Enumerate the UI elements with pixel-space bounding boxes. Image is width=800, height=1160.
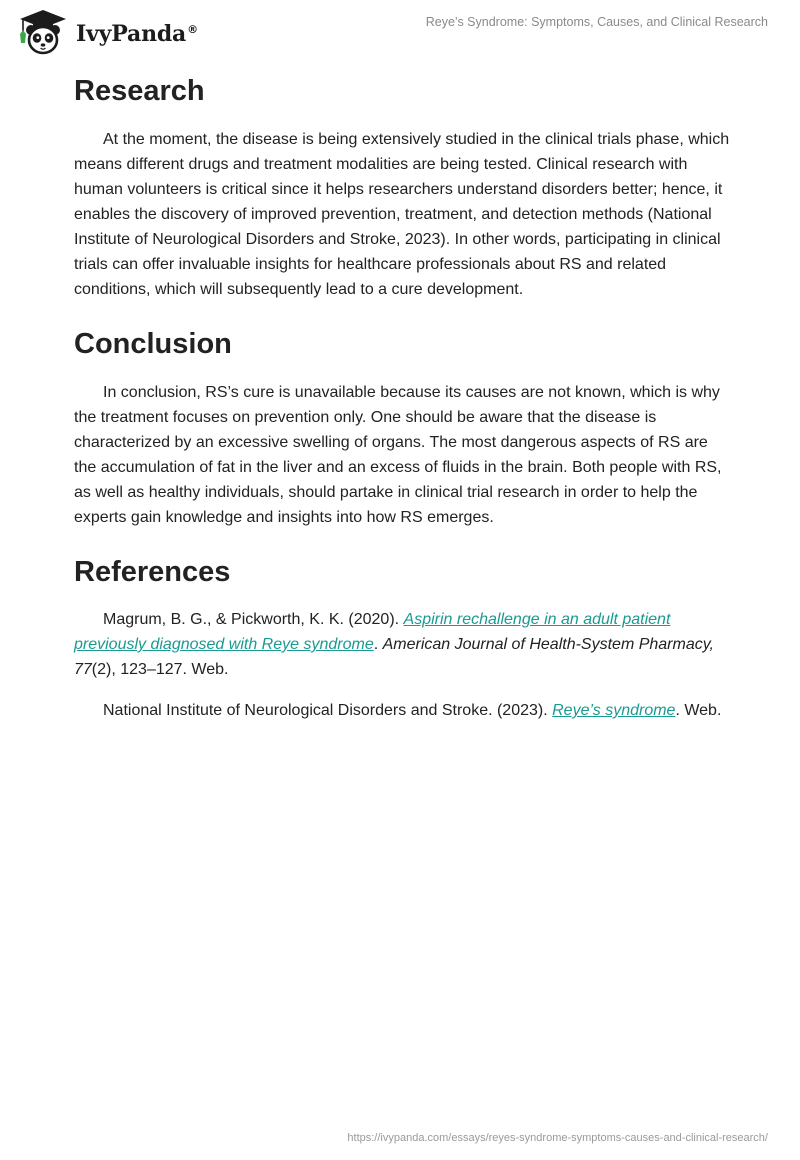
references-section: [74, 553, 734, 723]
essay-content: [74, 72, 734, 723]
reference-tail: . Web.: [675, 702, 722, 719]
panda-graduate-icon: [14, 8, 72, 56]
research-paragraph: At the moment, the disease is being extensively studied in the clinical trials phase, which means different drugs and treatment modalities are being tested. Clinical research with human volunteers is critical since it helps researchers understand disorders better; hence, it enables the discovery of improved prevention, treatment, and detection methods (National Institute of Neurological Disorders and Stroke, 2023). In other words, participating in clinical trials can offer invaluable insights for healthcare professionals about RS and related conditions, which will subsequently lead to a cure development.: [74, 131, 730, 298]
ivypanda-logo[interactable]: [14, 8, 198, 56]
reference-item: [74, 698, 734, 723]
reference-item: [74, 607, 734, 682]
reference-authors: Magrum, B. G., & Pickworth, K. K. (2020).: [103, 611, 404, 628]
reference-link-aspirin-rechallenge[interactable]: Aspirin rechallenge in an adult patient previously diagnosed with Reye syndrome: [74, 611, 671, 653]
research-heading: Research: [74, 75, 205, 107]
reference-authors: National Institute of Neurological Disorders and Stroke. (2023).: [103, 702, 553, 719]
conclusion-heading: Conclusion: [74, 328, 232, 360]
research-section: [74, 72, 734, 302]
page-header: [0, 0, 800, 60]
conclusion-paragraph: In conclusion, RS’s cure is unavailable because its causes are not known, which is why the treatment focuses on prevention only. One should be aware that the disease is characterized by an excessive swelling of organs. The most dangerous aspects of RS are the accumulation of fat in the liver and an excess of fluids in the brain. Both people with RS, as well as healthy individuals, should partake in clinical trial research in order to help the experts gain knowledge and insights into how RS emerges.: [74, 384, 722, 526]
reference-journal: American Journal of Health-System Pharmacy, 77: [74, 636, 714, 678]
conclusion-section: [74, 325, 734, 530]
logo-wordmark: IvyPanda®: [76, 21, 198, 47]
references-heading: References: [74, 556, 231, 588]
document-title: Reye’s Syndrome: Symptoms, Causes, and Clinical Research: [425, 15, 768, 29]
reference-link-reyes-syndrome[interactable]: Reye’s syndrome: [552, 702, 676, 719]
footer-url: https://ivypanda.com/essays/reyes-syndrome-symptoms-causes-and-clinical-research/: [347, 1132, 768, 1144]
reference-punctuation: .: [373, 636, 383, 653]
reference-tail: (2), 123–127. Web.: [91, 661, 229, 678]
